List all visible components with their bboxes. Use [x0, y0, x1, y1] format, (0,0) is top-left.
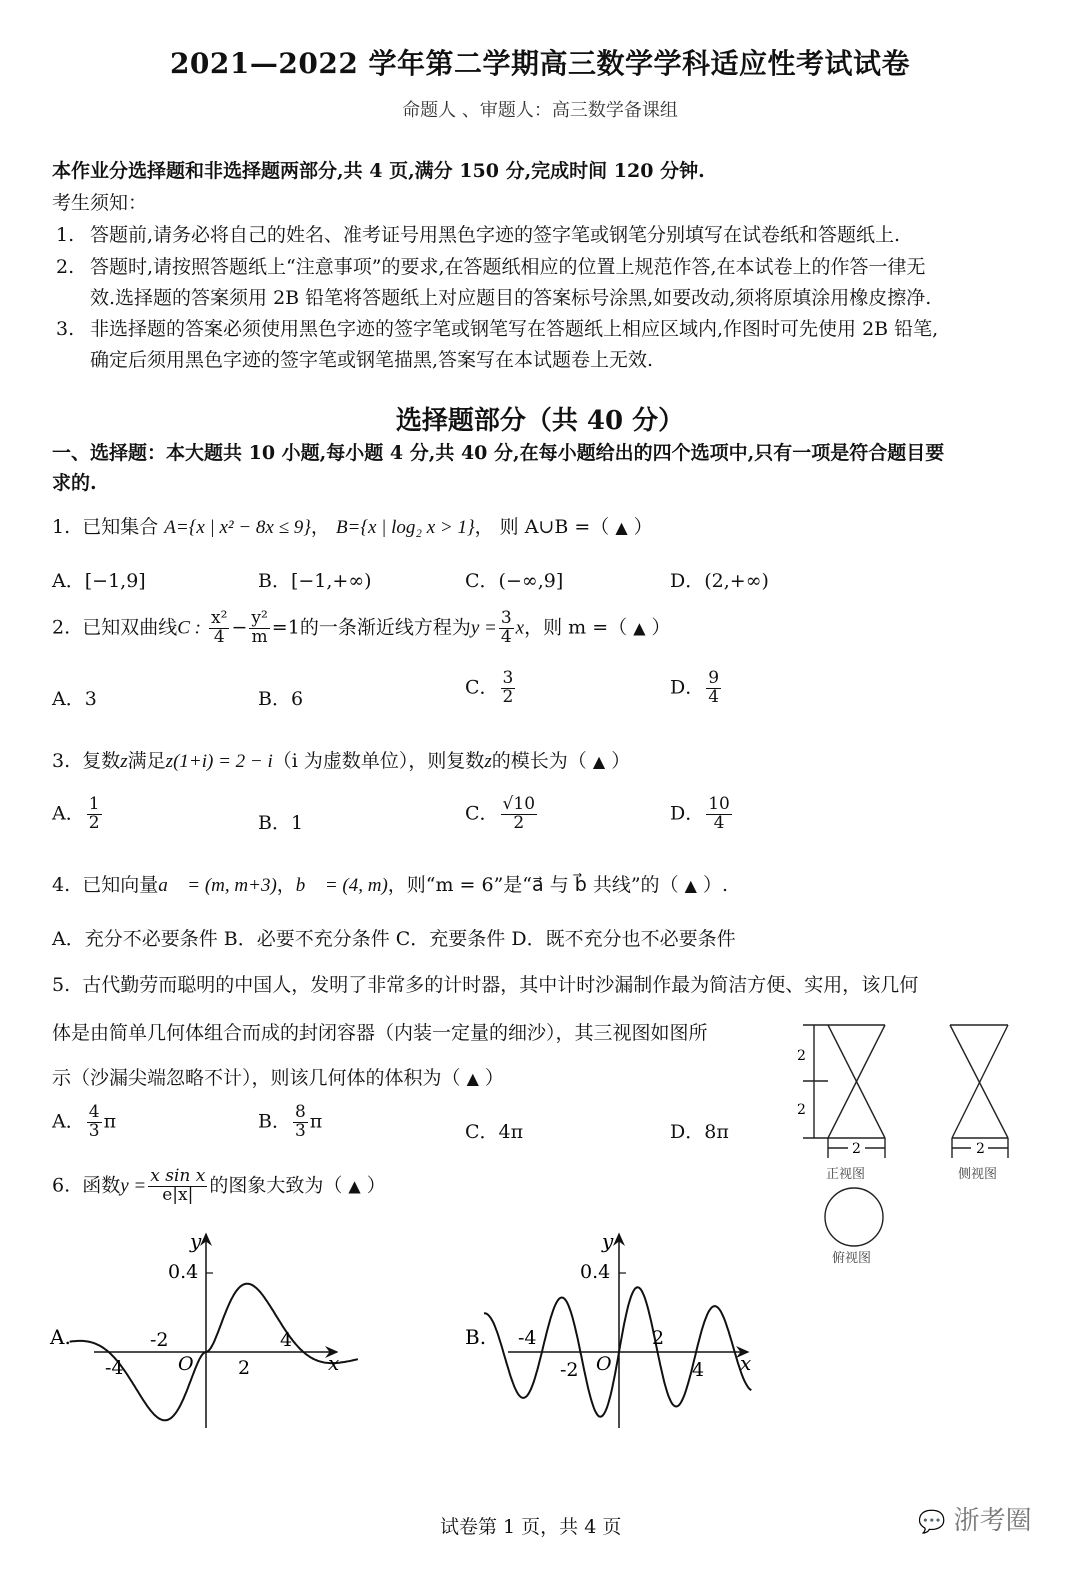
fraction: [499, 610, 514, 647]
numerator: 10: [708, 794, 730, 814]
dim-side-width-label: 2: [976, 1141, 985, 1157]
dim-front-width-label: 2: [852, 1141, 861, 1157]
numerator: 3: [502, 668, 514, 688]
denominator: 2: [513, 812, 525, 833]
question-number: 1.: [52, 516, 71, 538]
option-text: [−1,9]: [84, 570, 146, 592]
x-axis-label: x: [740, 1351, 752, 1375]
denominator: 4: [213, 626, 225, 647]
denominator: 4: [713, 812, 725, 833]
question-text: 示（沙漏尖端忽略不计），则该几何体的体积为: [52, 1067, 442, 1089]
option-suffix: π: [103, 1110, 117, 1133]
q3-option-a: A． $\frac{1}{2}$: [52, 794, 100, 833]
three-view-figure: [790, 1010, 1040, 1270]
graph-label: A.: [50, 1325, 71, 1349]
set-a: A={x | x² − 8x ≤ 9}: [164, 517, 311, 538]
q1-option-a: A．[−1,9]: [52, 570, 146, 592]
question-ask: 则 A∪B =: [499, 516, 591, 538]
section-heading: 一、选择题：本大题共 10 小题,每小题 4 分,共 40 分,在每小题给出的四个选项中,只有一项是符合题目要: [52, 442, 945, 464]
notice-text: 答题时,请按照答题纸上“注意事项”的要求,在答题纸相应的位置上规范作答,在本试卷上的作答一律无: [90, 256, 926, 278]
exam-title: 2021—2022 学年第二学期高三数学学科适应性考试试卷: [169, 47, 911, 80]
x-tick-label: 4: [692, 1359, 705, 1381]
y-tick-label: 0.4: [168, 1261, 199, 1283]
q5-option-d: D．8π: [670, 1121, 729, 1143]
fraction: [87, 796, 102, 833]
question-text: 的模长为: [491, 750, 568, 772]
q1-option-d: D．(2,+∞): [670, 570, 769, 592]
x-tick-label: -2: [560, 1359, 579, 1381]
numerator: 4: [88, 1102, 100, 1122]
x-tick-label: 2: [238, 1357, 251, 1379]
q5-option-b: B． $\frac{8}{3}$ π: [258, 1102, 323, 1141]
numerator: 1: [88, 794, 100, 814]
q1-option-c: C．(−∞,9]: [465, 570, 564, 592]
section-title: 选择题部分（共 40 分）: [395, 406, 685, 436]
answer-triangle-icon: ▲: [466, 1069, 479, 1088]
option-text: 8π: [704, 1121, 729, 1143]
question-text: 复数: [82, 750, 121, 772]
answer-triangle-icon: ▲: [592, 752, 606, 771]
question-5-line-3: 示（沙漏尖端忽略不计），则该几何体的体积为（ ▲ ）: [52, 1067, 504, 1089]
question-5-line-2: 体是由简单几何体组合而成的封闭容器（内装一定量的细沙），其三视图如图所: [52, 1022, 708, 1044]
numerator: x sin x: [150, 1166, 206, 1186]
answer-triangle-icon: ▲: [684, 876, 697, 895]
watermark: [918, 1500, 1032, 1537]
numerator: √10: [502, 794, 536, 814]
notice-item-3: [56, 314, 938, 341]
q3-option-c: C． $\frac{√10}{2}$: [465, 794, 536, 833]
equation-rhs: =1: [271, 616, 300, 639]
denominator: m: [251, 626, 268, 647]
function-lhs: y =: [120, 1175, 147, 1197]
question-number: 6.: [52, 1174, 71, 1197]
notice-item-3-cont: 确定后须用黑色字迹的签字笔或钢笔描黑,答案写在本试题卷上无效.: [90, 349, 654, 371]
denominator: 2: [502, 686, 514, 707]
front-view-label: 正视图: [826, 1167, 866, 1182]
denominator: 4: [708, 686, 720, 707]
denominator: 3: [294, 1120, 306, 1141]
notice-num: 2.: [56, 256, 75, 278]
notice-num: 1.: [56, 224, 75, 246]
numerator: 9: [708, 668, 720, 688]
denominator: 4: [500, 626, 512, 647]
notice-text: 答题前,请务必将自己的姓名、准考证号用黑色字迹的签字笔或钢笔分别填写在试卷纸和答题纸上.: [90, 224, 901, 246]
fraction: [249, 610, 269, 647]
set-b: B={x | log₂ x > 1}: [335, 517, 475, 538]
q2-option-b: B．6: [258, 688, 304, 710]
question-6: 6. 函数y = $\frac{\text{x sin x}}{e|x|}$ 的图象大致为（ ▲ ）: [52, 1166, 386, 1205]
question-ask: ，则 m =: [524, 616, 609, 639]
y-tick-label: 0.4: [580, 1261, 611, 1283]
notice-item-2-cont: 效.选择题的答案须用 2B 铅笔将答题纸上对应题目的答案标号涂黑,如要改动,须将原填涂用橡皮擦净.: [90, 287, 932, 309]
asymptote-var: x: [515, 617, 525, 639]
option-text: [−1,+∞): [290, 570, 372, 592]
question-number: 4.: [52, 874, 71, 896]
option-suffix: π: [309, 1110, 323, 1133]
question-number: 3.: [52, 750, 71, 772]
option-text: (2,+∞): [704, 570, 769, 592]
fraction: [706, 796, 732, 833]
x-tick-label: 2: [652, 1327, 665, 1349]
graph-option-a: [40, 1220, 360, 1440]
option-text: 6: [290, 688, 304, 710]
exam-intro: 本作业分选择题和非选择题两部分,共 4 页,满分 150 分,完成时间 120 分钟.: [52, 160, 705, 182]
notice-text: 非选择题的答案必须使用黑色字迹的签字笔或钢笔写在答题纸上相应区域内,作图时可先使用 2B 铅笔,: [90, 318, 939, 340]
question-text: 满足: [127, 750, 166, 772]
q2-option-c: C． $\frac{3}{2}$: [465, 668, 514, 707]
q1-option-b: B．[−1,+∞): [258, 570, 372, 592]
equation: z(1+i) = 2 − i: [165, 751, 273, 772]
fraction: [87, 1104, 102, 1141]
fraction: [501, 670, 516, 707]
notice-item-2: [56, 252, 926, 279]
y-axis-label: y: [602, 1229, 614, 1253]
notice-item-1: [56, 220, 900, 247]
graph-option-b: [450, 1220, 770, 1440]
option-text: 3: [84, 688, 97, 710]
question-text: （i 为虚数单位），则复数: [272, 750, 485, 772]
answer-triangle-icon: ▲: [615, 518, 628, 537]
notice-heading: 考生须知：: [52, 192, 148, 214]
option-text: 4π: [498, 1121, 524, 1143]
q5-option-c: C．4π: [465, 1121, 524, 1143]
curve-name: C :: [177, 617, 201, 639]
question-number: 5.: [52, 974, 71, 996]
fraction: [209, 610, 229, 647]
option-text: (−∞,9]: [498, 570, 564, 592]
wechat-icon: 💬: [918, 1510, 946, 1535]
question-text: ，则“m = 6”是“a⃗ 与 b⃗ 共线”的: [387, 874, 660, 896]
section-heading-cont: 求的.: [52, 472, 97, 494]
denominator: 2: [88, 812, 100, 833]
vector-b: b⃗ = (4, m): [295, 875, 388, 896]
exam-authors: 命题人 、审题人：高三数学备课组: [402, 100, 678, 121]
question-1: 1. 已知集合 A={x | x² − 8x ≤ 9}， B={x | log₂ x > 1}， 则 A∪B =（ ▲ ）: [52, 516, 653, 538]
fraction: [501, 796, 537, 833]
q3-option-d: D． $\frac{10}{4}$: [670, 794, 730, 833]
y-axis-label: y: [190, 1229, 202, 1253]
fraction: [293, 1104, 308, 1141]
question-text: 的一条渐近线方程为: [299, 616, 471, 639]
numerator: x²: [211, 608, 228, 628]
question-text: 已知双曲线: [82, 616, 178, 639]
question-number: 2.: [52, 616, 71, 639]
asymptote-lhs: y =: [470, 617, 497, 639]
q2-option-d: D． $\frac{9}{4}$: [670, 668, 720, 707]
fraction: [148, 1168, 207, 1205]
top-view-label: 俯视图: [832, 1251, 872, 1266]
question-4: 4. 已知向量a⃗ = (m, m+3)，b⃗ = (4, m)，则“m = 6”是“a⃗ 与 b⃗ 共线”的（ ▲ ）.: [52, 874, 729, 896]
answer-triangle-icon: ▲: [633, 618, 646, 638]
question-text: 古代勤劳而聪明的中国人，发明了非常多的计时器，其中计时沙漏制作最为简洁方便、实用，该几何: [82, 974, 919, 996]
dim-lower-label: 2: [797, 1102, 806, 1118]
x-tick-label: -2: [150, 1329, 169, 1351]
question-text: 的图象大致为: [209, 1174, 324, 1197]
notice-num: 3.: [56, 318, 75, 340]
q4-options: A．充分不必要条件 B．必要不充分条件 C．充要条件 D．既不充分也不必要条件: [52, 928, 736, 950]
origin-label: O: [596, 1353, 612, 1375]
q5-option-a: A． $\frac{4}{3}$ π: [52, 1102, 117, 1141]
q2-option-a: A．3: [52, 688, 97, 710]
variable: z: [484, 751, 492, 772]
question-5: [52, 970, 918, 997]
q3-option-b: B．1: [258, 812, 304, 834]
x-tick-label: 4: [280, 1329, 293, 1351]
numerator: 3: [500, 608, 512, 628]
numerator: y²: [251, 608, 268, 628]
answer-triangle-icon: ▲: [348, 1176, 361, 1196]
option-text: 1: [290, 812, 304, 834]
question-2: 2. 已知双曲线C : $\frac{\text{x²}}{4}$ − $\frac{\text{y²}}{m}$ =1的一条渐近线方程为y = $\frac{3}{4}$ x，则 m =（ ▲ ）: [52, 608, 671, 647]
question-text: 已知向量: [82, 874, 159, 896]
vector-a: a⃗ = (m, m+3): [158, 875, 277, 896]
question-3: 3. 复数z满足z(1+i) = 2 − i（i 为虚数单位），则复数z的模长为（ ▲ ）: [52, 750, 631, 772]
page-footer: 试卷第 1 页，共 4 页: [440, 1516, 622, 1538]
denominator: 3: [88, 1120, 100, 1141]
graph-label: B.: [465, 1325, 487, 1349]
side-view-label: 侧视图: [958, 1167, 998, 1182]
x-tick-label: -4: [518, 1327, 537, 1349]
x-axis-label: x: [328, 1351, 340, 1375]
numerator: 8: [294, 1102, 306, 1122]
variable: z: [120, 751, 128, 772]
origin-label: O: [178, 1353, 194, 1375]
x-tick-label: -4: [105, 1357, 124, 1379]
denominator: e|x|: [162, 1184, 194, 1205]
question-text: 已知集合: [82, 516, 159, 538]
fraction: [706, 670, 721, 707]
watermark-text: 浙考圈: [953, 1506, 1032, 1536]
question-text: 函数: [82, 1174, 121, 1197]
dim-upper-label: 2: [797, 1048, 806, 1064]
